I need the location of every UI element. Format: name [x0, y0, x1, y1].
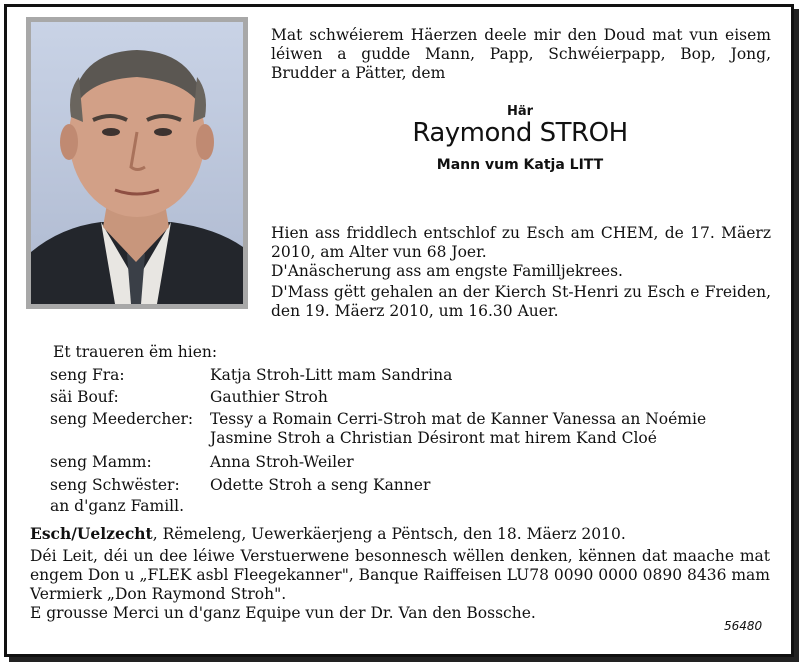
place-bold: Esch/Uelzecht [30, 524, 153, 543]
mass-text: D'Mass gëtt gehalen an der Kierch St-Henri zu Esch e Freiden, den 19. Mäerz 2010, um 16.30 Auer. [271, 283, 771, 320]
family-label: seng Schwëster: [50, 476, 180, 494]
mourners-intro: Et traueren ëm hien: [53, 343, 218, 361]
portrait-photo [26, 17, 248, 309]
family-label: seng Mamm: [50, 453, 152, 471]
honorific-title: Här [506, 104, 534, 119]
family-value: Anna Stroh-Weiler [210, 453, 354, 471]
spouse-line: Mann vum Katja LITT [436, 157, 604, 173]
thanks-text: E grousse Merci un d'ganz Equipe vun der Dr. Van den Bossche. [30, 604, 536, 622]
family-value: Odette Stroh a seng Kanner [210, 476, 431, 494]
family-value: Gauthier Stroh [210, 388, 328, 406]
deceased-name: Raymond STROH [412, 118, 628, 148]
family-value: Jasmine Stroh a Christian Désiront mat hirem Kand Cloé [210, 429, 657, 447]
family-label: an d'ganz Famill. [50, 497, 185, 515]
ad-code: 56480 [724, 619, 763, 633]
family-value: Tessy a Romain Cerri-Stroh mat de Kanner Vanessa an Noémie [210, 410, 707, 428]
death-notice: Hien ass friddlech entschlof zu Esch am CHEM, de 17. Mäerz 2010, am Alter vun 68 Joer. [271, 224, 771, 261]
family-label: seng Meedercher: [50, 410, 194, 428]
intro-text: Mat schwéierem Häerzen deele mir den Doud mat vun eisem léiwen a gudde Mann, Papp, Schwéierpapp, Bop, Jong, Brudder a Pätter, dem [271, 26, 771, 82]
family-label: säi Bouf: [50, 388, 119, 406]
family-label: seng Fra: [50, 366, 125, 384]
place-rest: , Rëmeleng, Uewerkäerjeng a Pëntsch, den 18. Mäerz 2010. [152, 525, 626, 543]
family-value: Katja Stroh-Litt mam Sandrina [210, 366, 453, 384]
donation-text: Déi Leit, déi un dee léiwe Verstuerwene besonnesch wëllen denken, kënnen dat maache mat engem Don u „FLEK asbl Fleegekanner", Banque Raiffeisen LU78 0090 0000 0890 8436 mam Vermierk „Don Raymond Stroh". [30, 547, 770, 603]
place-date-line [30, 524, 780, 544]
cremation-text: D'Anäscherung ass am engste Familljekrees. [271, 262, 623, 280]
